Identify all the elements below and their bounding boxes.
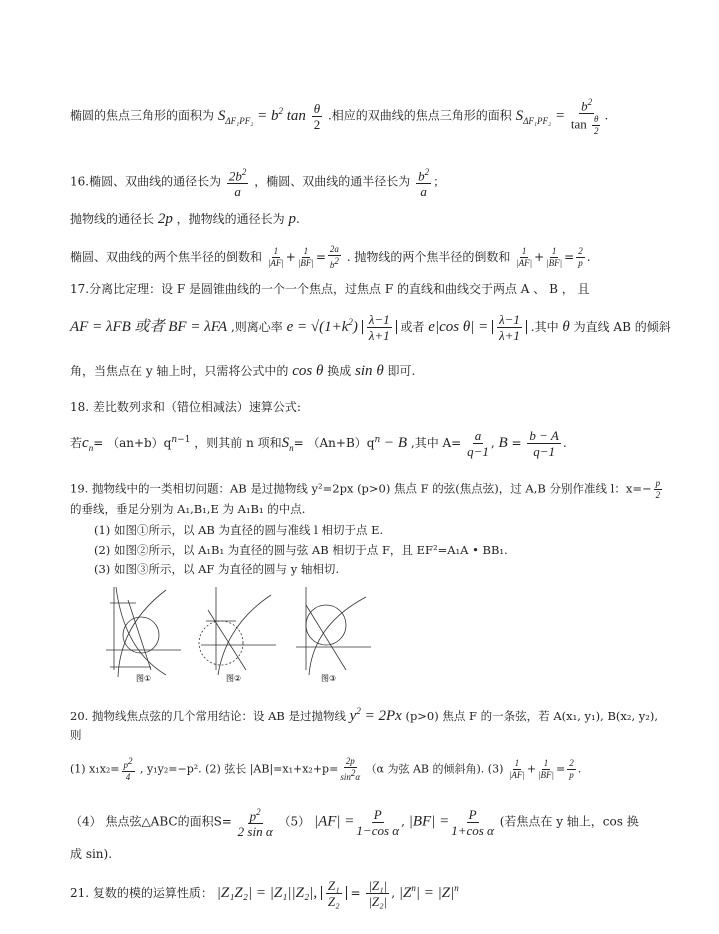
text-line: 17.分离比定理：设 F 是圆锥曲线的一个一个焦点，过焦点 F 的直线和曲线交于两点 A 、 B ， 且	[70, 282, 590, 296]
text-line: 则	[70, 728, 82, 742]
text-line: 的垂线，垂足分别为 A₁,B₁,E 为 A₁B₁ 的中点.	[70, 502, 306, 516]
parabola-figures	[96, 585, 396, 685]
text-line: (1) x₁x₂= $\frac{p^2}{4}$ , y₁y₂=−p². (2) 弦长 |AB|=x₁+x₂+p= $\frac{2p}{\sin^2\alpha}$ （α 为弦 AB 的倾斜角). (3) $\frac{1}{|AF|}$ + $\frac{1}{|BF|}$ = $\frac{2}{p}$ .	[70, 756, 582, 782]
text-line: 21. 复数的模的运算性质： |Z₁Z₂| = |Z₁||Z₂|, $\frac{\text{Z₁}}{\text{Z₂}}$ = $\frac{\text{|Z₁|}}{\text{|Z₂|}}$ , $|Z^n| = |Z|^n$	[70, 878, 459, 909]
text-line: (3) 如图③所示，以 AF 为直径的圆与 y 轴相切.	[94, 562, 340, 576]
text-line: 16.椭圆、双曲线的通径长为 $\frac{2b^2}{a}$ ，椭圆、双曲线的通半径长为 $\frac{b^2}{a}$ ；	[70, 167, 446, 200]
figure-2	[199, 587, 276, 675]
text-line: 抛物线的通径长 2p ，抛物线的通径长为 p.	[70, 211, 300, 227]
text-line: 19. 抛物线中的一类相切问题：AB 是过抛物线 y²=2px (p>0) 焦点 F 的弦(焦点弦)，过 A,B 分别作准线 l：x=− $\frac{p}{2}$	[70, 478, 661, 500]
figure-1	[106, 587, 181, 677]
figure-caption: 图②	[226, 674, 242, 683]
text-line: AF = λFB 或者 BF = λFA ,则离心率 $e = √(1+k^2)$ $\frac{\lambda-1}{\lambda+1}$ 或者 e|cos θ| = $\frac{\lambda-1}{\lambda+1}$ .其中 θ 为直线 AB 的倾斜	[70, 312, 671, 343]
formula: $S_{\Delta F_1PF_2}$ =	[515, 107, 566, 126]
text-line: 成 sin).	[70, 847, 113, 861]
text-line: (1) 如图①所示，以 AB 为直径的圆与准线 l 相切于点 E.	[94, 523, 384, 537]
figure-caption: 图③	[321, 674, 337, 683]
formula: $S_{\Delta F_1PF_2} = b^2$ tan	[217, 105, 306, 126]
text-line: (2) 如图②所示，以 A₁B₁ 为直径的圆与弦 AB 相切于点 F，且 EF²=A₁A • BB₁.	[94, 543, 508, 557]
figure-caption: 图①	[136, 674, 152, 683]
text-line: 椭圆、双曲线的两个焦半径的倒数和 $\frac{1}{|AF|}$ + $\frac{1}{|BF|}$ = $\frac{2a}{b^2}$ . 抛物线的两个焦半径的倒数和 $\frac{1}{|AF|}$ + $\frac{1}{|BF|}$ = $\frac{2}{p}$ .	[70, 244, 591, 270]
text-line: 椭圆的焦点三角形的面积为 $S_{\Delta F_1PF_2} = b^2$ tan $\frac{\theta}{2}$ .相应的双曲线的焦点三角形的面积 $S_{\Delta F_1PF_2}$ = $b^2$ tan $\frac{\theta}{2}$ .	[70, 97, 609, 137]
text-line: 18. 差比数列求和（错位相减法）速算公式:	[70, 400, 301, 414]
text-line: （4） 焦点弦△ABC的面积S= $\frac{p^2}{\text{2 sin α}}$ （5） |AF| = $\frac{P}{\text{1−cos α}}$ , |BF| = $\frac{P}{\text{1+cos α}}$ (若焦点在 y 轴上，cos 换	[70, 806, 639, 840]
figure-row	[96, 585, 396, 689]
text-line: 若$c_n= (an+b)q^{n-1}$ ，则其前 n 项和$S_n= (An+B)q^n - B$ ,其中 A= $\frac{a}{q-1}$ , B = $\frac{b - A}{q-1}$ .	[70, 428, 567, 459]
text-line: 角，当焦点在 y 轴上时，只需将公式中的 cos θ 换成 sin θ 即可.	[70, 363, 416, 379]
text-line: 20. 抛物线焦点弦的几个常用结论：设 AB 是过抛物线 $y^2 = 2Px$ (p>0) 焦点 F 的一条弦，若 A(x₁, y₁), B(x₂, y₂),	[70, 706, 659, 724]
figure-3	[296, 587, 371, 675]
